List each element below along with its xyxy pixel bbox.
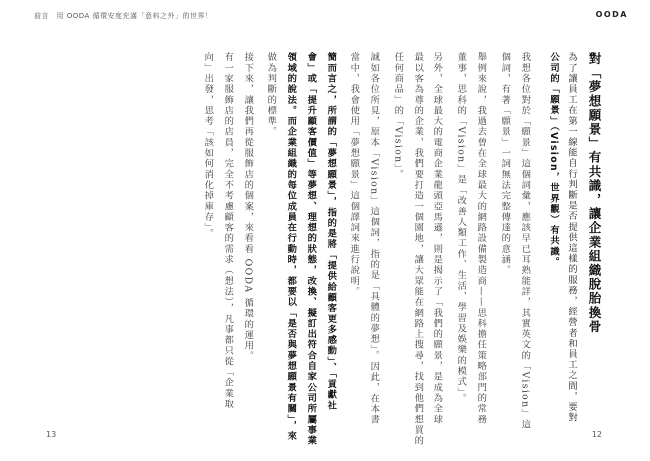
body-column: 領域的說法。而企業組織的每位成員在行動時，都要以「是否與夢想願景有關」，來 [285,52,297,442]
body-column: 做為判斷的標準。 [265,52,277,138]
body-column: 任何商品」的「Vision」。 [392,52,404,181]
body-column: 個詞，有著「願景」一詞無法完整傳達的意涵。 [499,52,511,276]
heading-line-3: 公司的「願景」（Vision，世界觀）有共識。 [548,52,559,268]
brand-logo: OODA [595,10,628,19]
body-column: 有一家服飾店的店員，完全不考慮顧客的需求（想法），凡事都只從「企業取 [222,52,234,410]
section-heading: 對「夢想願景」有共識，讓企業組織脫胎換骨 [587,52,602,334]
body-column: 我想各位對於「願景」這個詞彙，應該早已耳熟能詳，其實英文的「Vision」這 [519,52,531,430]
body-column: 當中，我會使用「夢想願景」這個譯詞來進行說明。 [348,52,360,297]
body-column: 向」出發，思考「該如何消化掉庫存」。 [202,52,214,240]
body-column: 另外，全球最大的電商企業龍頭亞馬遜，則是揭示了「我們的願景，是成為全球 [431,52,443,425]
page-number-left: 13 [46,430,57,439]
body-column: 接下來，讓我們再從服飾店的個案，來看看 OODA 循環的運用。 [242,52,254,362]
body-column: 董事，思科的「Vision」是「改善人類工作、生活、學習及娛樂的模式」。 [455,52,467,404]
page-number-right: 12 [591,430,602,439]
body-column: 誠如各位所見，原本「Vision」這個詞，指的是「具體的夢想」。因此，在本書 [368,52,380,426]
body-column: 簡而言之，所謂的「夢想願景」，指的是將「提供給顧客更多感動」、「貢獻社 [325,52,337,411]
body-column: 舉例來說，我過去曾在全球最大的網路設備製造商——思科擔任策略部門的常務 [475,52,487,425]
body-column: 會」或「提升顧客價值」等夢想、理想的狀態，改換、擬訂出符合自家公司所屬事業 [305,52,317,447]
running-head: 前言 用 OODA 循環安度充滿「意料之外」的世界！ [34,12,213,20]
body-column: 最以客為尊的企業，我們要打造一個園地，讓大眾能在網路上搜尋，找到他們想買的 [412,52,424,447]
heading-line-2: 為了讓員工在第一線能自行判斷是否提供這樣的服務，經營者和員工之間，要對 [566,52,577,423]
